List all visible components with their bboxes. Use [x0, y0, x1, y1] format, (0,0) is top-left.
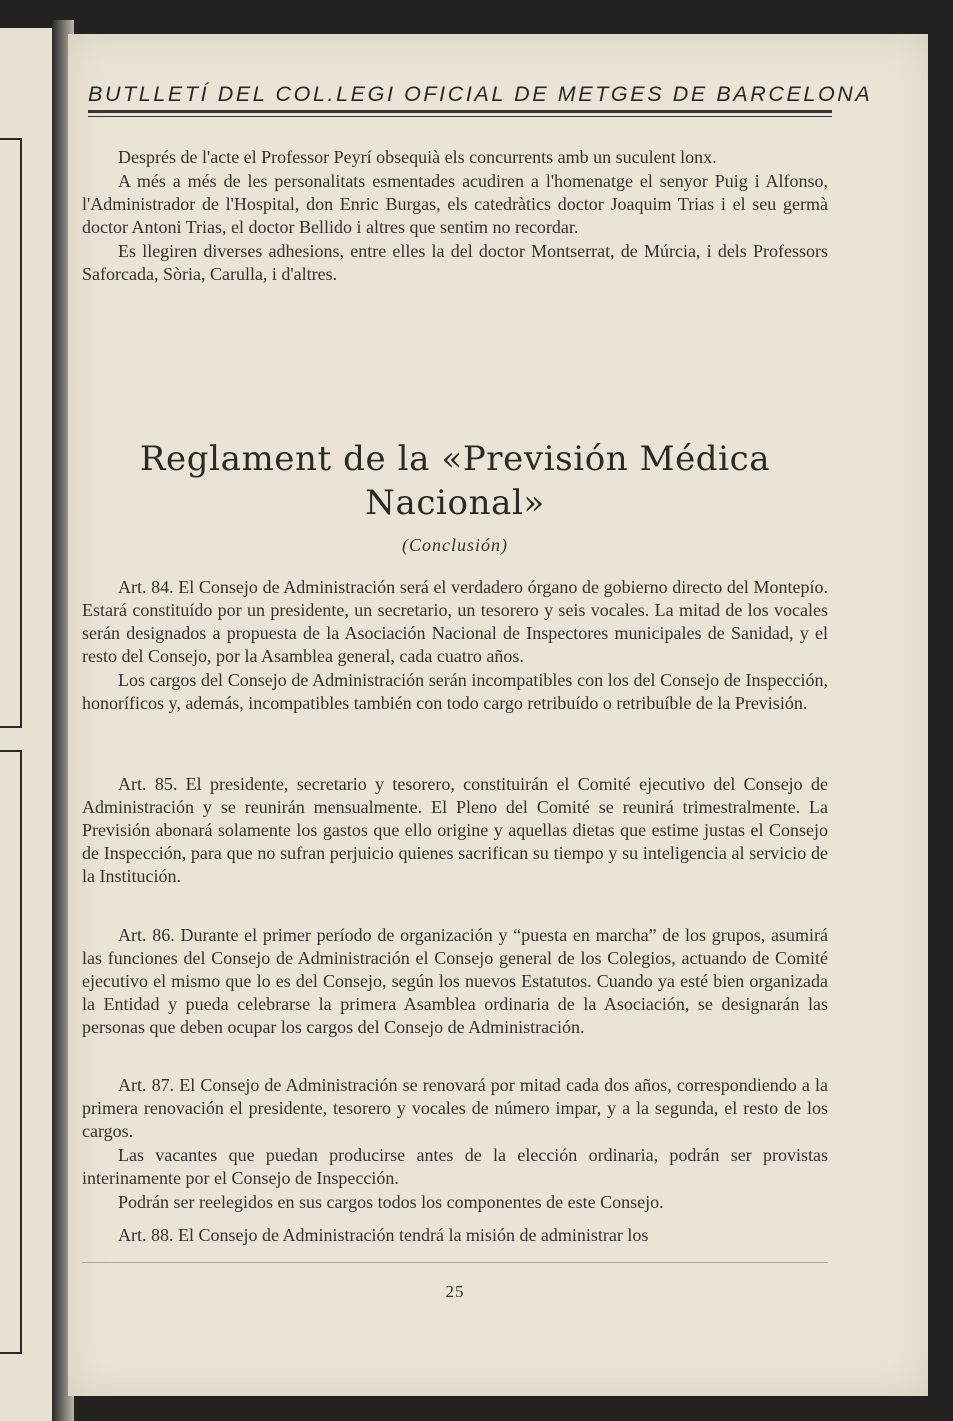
- article-paragraph: Art. 88. El Consejo de Administración tendrá la misión de administrar los: [118, 1225, 649, 1245]
- facing-page-frame-top: [0, 138, 22, 728]
- article-86: [82, 924, 828, 1039]
- header-rule-thick: [88, 110, 832, 113]
- article-88-body: [82, 1224, 828, 1247]
- page-number: 25: [445, 1282, 465, 1301]
- article-subtitle: (Conclusión): [402, 535, 508, 555]
- article-paragraph: Podrán ser reelegidos en sus cargos todos los componentes de este Consejo.: [118, 1192, 664, 1212]
- article-paragraph: Art. 86. Durante el primer período de organización y “puesta en marcha” de los grupos, asumirá las funciones del Consejo de Administración el Consejo general de los Colegios, actuando de Comité ejecutivo el mismo que lo es del Consejo, según los nuevos Estatutos. Cuando ya esté bien organizada la Entidad y pueda celebrarse la primera Asamblea ordinaria de la Asociación, se designarán las personas que deben ocupar los cargos del Consejo de Administración.: [82, 925, 828, 1037]
- article-paragraph: Las vacantes que puedan producirse antes de la elección ordinaria, podrán ser provistas interinamente por el Consejo de Inspección.: [82, 1145, 828, 1188]
- article-paragraph: Art. 84. El Consejo de Administración será el verdadero órgano de gobierno directo del Montepío. Estará constituído por un presidente, un secretario, un tesorero y seis vocales. La mitad de los vocales serán designados a propuesta de la Asociación Nacional de Inspectores municipales de Sanidad, y el resto del Consejo, por la Asamblea general, cada cuatro años.: [82, 577, 828, 666]
- article-85-body: [82, 773, 828, 888]
- article-paragraph: Art. 87. El Consejo de Administración se renovará por mitad cada dos años, correspondiendo a la primera renovación el presidente, tesorero y vocales de número impar, y a la segunda, el resto de los cargos.: [82, 1075, 828, 1141]
- running-header: BUTLLETÍ DEL COL.LEGI OFICIAL DE METGES DE BARCELONA: [88, 82, 873, 106]
- article-86-body: [82, 924, 828, 1039]
- article-title: [82, 437, 828, 525]
- bulletin-page: [68, 34, 928, 1396]
- article-title-line-2: Nacional»: [365, 483, 545, 523]
- article-85: [82, 773, 828, 888]
- article-paragraph: Los cargos del Consejo de Administración serán incompatibles con los del Consejo de Inspección, honoríficos y, además, incompatibles también con todo cargo retribuído o retribuíble de la Previsión.: [82, 670, 828, 713]
- facing-page-edge: [0, 28, 54, 1421]
- article-87: [82, 1074, 828, 1214]
- article-88: [82, 1224, 828, 1247]
- header-rule-thin: [88, 116, 832, 117]
- intro-paragraph: Es llegiren diverses adhesions, entre elles la del doctor Montserrat, de Múrcia, i dels Professors Saforcada, Sòria, Carulla, i d'altres.: [82, 241, 828, 284]
- article-paragraph: Art. 85. El presidente, secretario y tesorero, constituirán el Comité ejecutivo del Consejo de Administración y se reunirán mensualmente. El Pleno del Comité se reunirá trimestralmente. La Previsión abonará solamente los gastos que ello origine y aquellas dietas que estime justas el Consejo de Inspección, para que no sufran perjuicio quienes sacrifican su tiempo y su inteligencia al servicio de la Institución.: [82, 774, 828, 886]
- facing-page-frame-bottom: [0, 750, 22, 1354]
- article-84: [82, 576, 828, 715]
- article-84-body: [82, 576, 828, 715]
- footer-divider: [82, 1262, 828, 1263]
- article-87-body: [82, 1074, 828, 1214]
- intro-paragraph: A més a més de les personalitats esmentades acudiren a l'homenatge el senyor Puig i Alfonso, l'Administrador de l'Hospital, don Enric Burgas, els catedràtics doctor Joaquim Trias i el seu germà doctor Antoni Trias, el doctor Bellido i altres que sentim no recordar.: [82, 171, 828, 237]
- intro-paragraph: Després de l'acte el Professor Peyrí obsequià els concurrents amb un suculent lonx.: [118, 147, 717, 167]
- intro-section: [82, 146, 828, 286]
- article-title-line-1: Reglament de la «Previsión Médica: [139, 439, 771, 479]
